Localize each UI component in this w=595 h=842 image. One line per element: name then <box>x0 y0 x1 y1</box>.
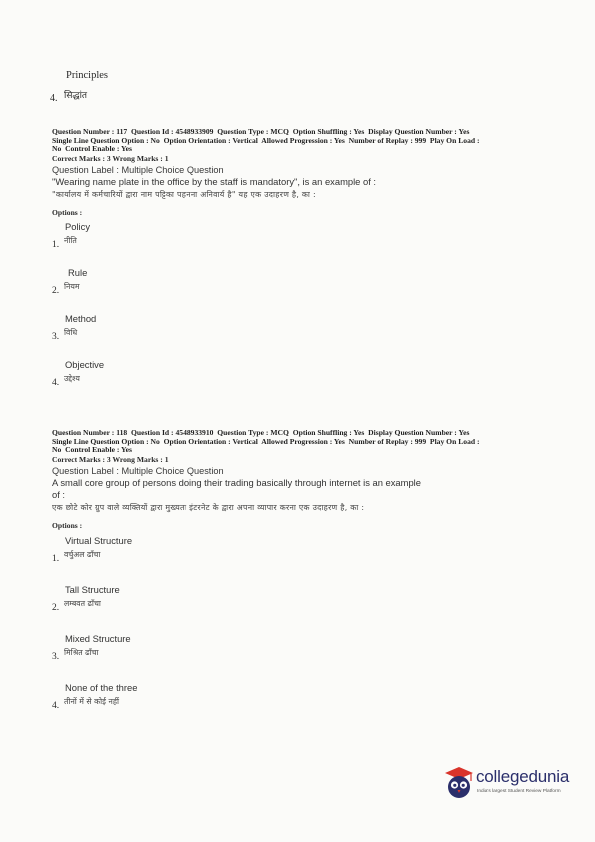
option-item <box>52 682 552 731</box>
option-text-hi: वर्चुअल ढाँचा <box>64 549 101 559</box>
option-item <box>52 267 552 313</box>
options-title: Options : <box>52 520 83 530</box>
option-item <box>52 584 552 633</box>
option-text-en: Tall Structure <box>65 583 120 595</box>
question-meta: Question Number : 118 Question Id : 4548933910 Question Type : MCQ Option Shuffling : Yes Display Question Number : Yes Single Line Question Option : No Option Orientation : Vertical Allowed Progression : Yes Number of Replay : 999 Play On Load : No Control Enable : Yes <box>52 428 480 455</box>
option-text-en: Objective <box>65 358 105 370</box>
option-number: 2. <box>52 285 60 296</box>
question-text-en: A small core group of persons doing their trading basically through internet is an example of : <box>52 476 421 500</box>
option-item <box>52 359 552 405</box>
option-number: 1. <box>52 553 60 564</box>
question-label: Question Label : Multiple Choice Question <box>52 164 224 175</box>
option-text-en: None of the three <box>65 681 138 693</box>
option-number: 4. <box>52 700 60 711</box>
option-number: 2. <box>52 602 60 613</box>
option-text-hi: विधि <box>64 327 78 337</box>
question-marks: Correct Marks : 3 Wrong Marks : 1 <box>52 454 169 464</box>
question-meta: Question Number : 117 Question Id : 4548933909 Question Type : MCQ Option Shuffling : Yes Display Question Number : Yes Single Line Question Option : No Option Orientation : Vertical Allowed Progression : Yes Number of Replay : 999 Play On Load : No Control Enable : Yes <box>52 127 480 154</box>
option-text-en: Mixed Structure <box>65 632 131 644</box>
option-text-hi: उद्देश्य <box>64 373 80 383</box>
brand-name: collegedunia <box>476 767 570 786</box>
options-list <box>52 221 552 405</box>
question-text-hi: "कार्यालय में कर्मचारियों द्वारा नाम पट्टिका पहनना अनिवार्य है" यह एक उदाहरण है, का : <box>52 189 316 199</box>
option-text-hi: नीति <box>64 235 77 245</box>
option-text-hi: सिद्धांत <box>64 91 88 101</box>
option-number: 4. <box>52 377 60 388</box>
option-text-en: Method <box>65 312 97 324</box>
option-text-hi: मिश्रित ढाँचा <box>64 647 99 657</box>
option-text-hi: नियम <box>64 281 80 291</box>
options-title: Options : <box>52 207 83 217</box>
option-number: 3. <box>52 331 60 342</box>
options-list <box>52 535 552 731</box>
option-text-hi: लम्बवत ढाँचा <box>64 598 101 608</box>
option-item <box>52 633 552 682</box>
option-item <box>52 313 552 359</box>
question-text-en: "Wearing name plate in the office by the staff is mandatory", is an example of : <box>52 175 377 187</box>
option-text-en: Rule <box>68 266 88 278</box>
question-text-hi: एक छोटे कोर ग्रुप वाले व्यक्तियों द्वारा मुख्यतः इंटरनेट के द्वारा अपना व्यापार करना एक उदाहरण है, का : <box>52 502 365 512</box>
option-text-en: Policy <box>65 220 91 232</box>
option-item <box>52 221 552 267</box>
brand-tagline: India's largest Student Review Platform <box>477 789 561 794</box>
option-text-en: Virtual Structure <box>65 534 133 546</box>
option-number: 3. <box>52 651 60 662</box>
question-block <box>52 429 552 731</box>
option-number: 1. <box>52 239 60 250</box>
collegedunia-logo <box>443 765 578 805</box>
option-item <box>52 535 552 584</box>
question-marks: Correct Marks : 3 Wrong Marks : 1 <box>52 153 169 163</box>
option-text-en: Principles <box>66 70 108 81</box>
option-number: 4. <box>50 93 58 104</box>
question-block <box>52 128 552 405</box>
question-label: Question Label : Multiple Choice Question <box>52 465 224 476</box>
option-text-hi: तीनों में से कोई नहीं <box>64 696 119 706</box>
graduate-owl-icon <box>443 765 475 805</box>
